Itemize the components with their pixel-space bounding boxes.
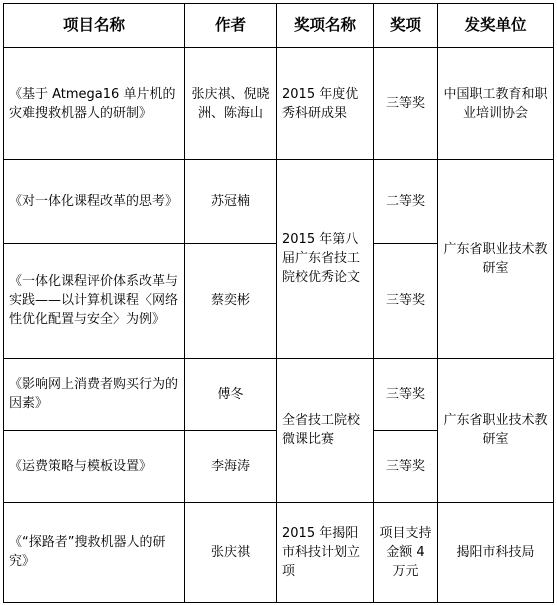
award-name-cell: 2015 年第八届广东省技工院校优秀论文	[277, 160, 374, 358]
header-row	[4, 4, 554, 48]
author-cell: 张庆祺	[185, 502, 277, 602]
award-level-cell: 三等奖	[374, 358, 438, 430]
header-project: 项目名称	[4, 4, 185, 48]
header-level: 奖项	[374, 4, 438, 48]
project-name-cell: 《一体化课程评价体系改革与实践——以计算机课程〈网络性优化配置与安全〉为例》	[4, 244, 185, 358]
award-level-cell: 三等奖	[374, 244, 438, 358]
header-award: 奖项名称	[277, 4, 374, 48]
issuing-unit-cell: 中国职工教育和职业培训协会	[438, 48, 554, 160]
author-cell: 傅冬	[185, 358, 277, 430]
project-name-cell: 《对一体化课程改革的思考》	[4, 160, 185, 244]
author-cell: 蔡奕彬	[185, 244, 277, 358]
table-row	[4, 358, 554, 430]
author-cell: 李海涛	[185, 430, 277, 502]
author-cell: 张庆祺、倪晓洲、陈海山	[185, 48, 277, 160]
awards-table	[3, 3, 554, 603]
table-row	[4, 160, 554, 244]
award-level-cell: 三等奖	[374, 48, 438, 160]
table-row	[4, 502, 554, 602]
author-cell: 苏冠楠	[185, 160, 277, 244]
award-level-cell: 项目支持金额 4 万元	[374, 502, 438, 602]
award-name-cell: 2015 年度优秀科研成果	[277, 48, 374, 160]
issuing-unit-cell: 广东省职业技术教研室	[438, 358, 554, 502]
award-level-cell: 二等奖	[374, 160, 438, 244]
project-name-cell: 《运费策略与模板设置》	[4, 430, 185, 502]
issuing-unit-cell: 广东省职业技术教研室	[438, 160, 554, 358]
award-name-cell: 2015 年揭阳市科技计划立项	[277, 502, 374, 602]
project-name-cell: 《“探路者”搜救机器人的研究》	[4, 502, 185, 602]
issuing-unit-cell: 揭阳市科技局	[438, 502, 554, 602]
header-author: 作者	[185, 4, 277, 48]
project-name-cell: 《基于 Atmega16 单片机的灾难搜救机器人的研制》	[4, 48, 185, 160]
award-level-cell: 三等奖	[374, 430, 438, 502]
award-name-cell: 全省技工院校微课比赛	[277, 358, 374, 502]
project-name-cell: 《影响网上消费者购买行为的因素》	[4, 358, 185, 430]
table-row	[4, 48, 554, 160]
header-unit: 发奖单位	[438, 4, 554, 48]
